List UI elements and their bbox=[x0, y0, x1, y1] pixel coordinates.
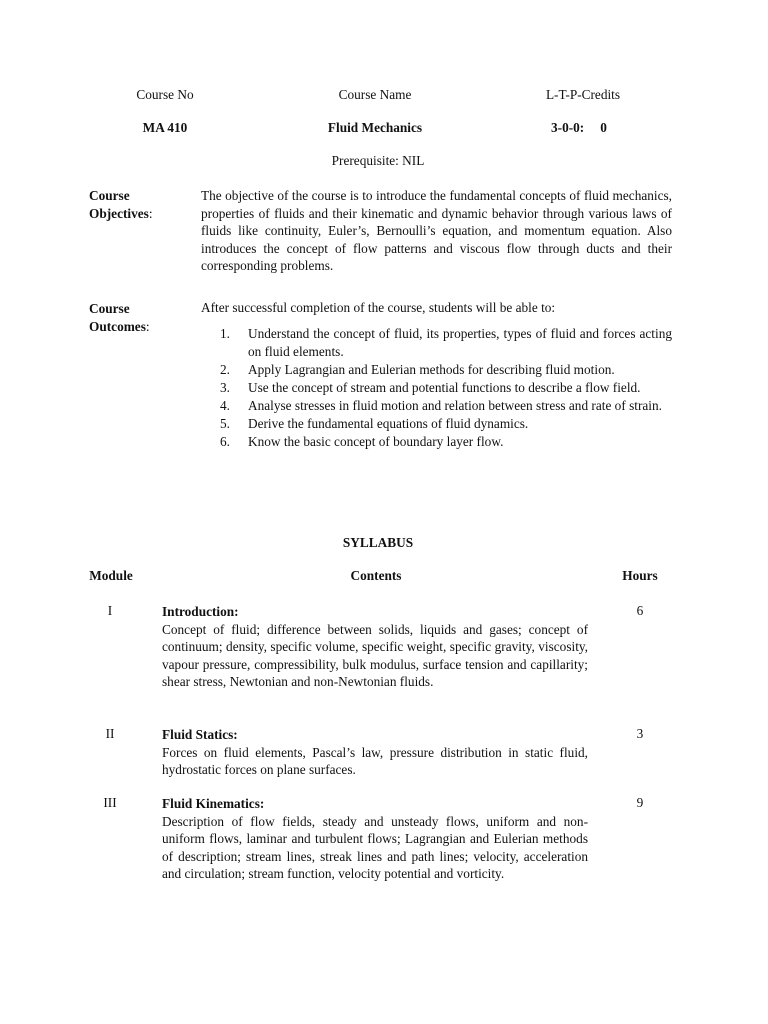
outcome-item bbox=[220, 397, 672, 415]
outcome-item bbox=[220, 379, 672, 397]
course-no-header: Course No bbox=[136, 87, 194, 102]
module-text: Forces on fluid elements, Pascal’s law, pressure distribution in static fluid, hydrostatic forces on plane surfaces. bbox=[162, 744, 588, 777]
module-text: Description of flow fields, steady and unsteady flows, uniform and non-uniform flows, laminar and turbulent flows; Lagrangian and Eulerian methods of description; stream lines, streak lines and path lines; velocity, acceleration and circulation; stream function, velocity potential and vorticity. bbox=[162, 813, 588, 881]
module-title: Fluid Kinematics: bbox=[162, 796, 265, 811]
outcome-item bbox=[220, 415, 672, 433]
ltp-credits-value bbox=[551, 120, 607, 136]
objectives-label-line1: Course bbox=[89, 188, 130, 203]
outcome-number: 4. bbox=[220, 398, 230, 413]
objectives-label-colon: : bbox=[148, 205, 153, 221]
outcome-text: Understand the concept of fluid, its properties, types of fluid and forces acting on fluid elements. bbox=[248, 326, 672, 359]
outcomes-intro: After successful completion of the course, students will be able to: bbox=[201, 300, 556, 315]
objectives-label-line2 bbox=[89, 205, 153, 223]
ltp-credits-header: L-T-P-Credits bbox=[545, 87, 621, 102]
module-text: Concept of fluid; difference between solids, liquids and gases; concept of continuum; density, specific volume, specific weight, specific gravity, viscosity, vapour pressure, compressibility, bulk modulus, surface tension and capillarity; shear stress, Newtonian and non-Newtonian fluids. bbox=[162, 621, 588, 689]
module-title: Fluid Statics: bbox=[162, 727, 238, 742]
syllabus-title: SYLLABUS bbox=[342, 535, 414, 550]
outcome-number: 6. bbox=[220, 434, 230, 449]
module-contents bbox=[162, 795, 588, 883]
credits-value: 0 bbox=[600, 120, 607, 135]
module-contents bbox=[162, 603, 588, 691]
objectives-label bbox=[89, 187, 153, 222]
outcome-item bbox=[220, 361, 672, 379]
outcome-text: Derive the fundamental equations of fluid dynamics. bbox=[248, 416, 529, 431]
outcome-text: Apply Lagrangian and Eulerian methods for describing fluid motion. bbox=[248, 362, 615, 377]
course-no-value: MA 410 bbox=[142, 120, 188, 135]
outcomes-label-word: Outcomes bbox=[89, 318, 146, 334]
objectives-text: The objective of the course is to introduce the fundamental concepts of fluid mechanics, properties of fluids and their kinematic and dynamic behavior through various laws of fluids like continuity, Euler’s, Bernoulli’s equation, and momentum equation. Also introduces the concept of flow patterns and viscous flow through ducts and their corresponding problems. bbox=[201, 188, 672, 273]
prerequisite: Prerequisite: NIL bbox=[331, 153, 425, 168]
hours-column-header: Hours bbox=[622, 568, 658, 583]
course-name-value: Fluid Mechanics bbox=[327, 120, 423, 135]
module-contents bbox=[162, 726, 588, 779]
contents-column-header: Contents bbox=[350, 568, 402, 583]
outcome-text: Know the basic concept of boundary layer flow. bbox=[248, 434, 504, 449]
module-number: II bbox=[105, 726, 115, 741]
module-number: I bbox=[107, 603, 113, 618]
outcome-number: 2. bbox=[220, 362, 230, 377]
outcomes-label bbox=[89, 300, 150, 335]
outcomes-label-colon: : bbox=[145, 318, 150, 334]
outcome-item bbox=[220, 433, 672, 451]
outcome-number: 1. bbox=[220, 326, 230, 341]
module-column-header: Module bbox=[89, 568, 133, 583]
outcome-number: 5. bbox=[220, 416, 230, 431]
outcome-text: Use the concept of stream and potential functions to describe a flow field. bbox=[248, 380, 641, 395]
ltp-value: 3-0-0: bbox=[551, 120, 585, 135]
module-hours: 9 bbox=[636, 795, 644, 810]
module-hours: 6 bbox=[636, 603, 644, 618]
outcomes-label-line1: Course bbox=[89, 301, 130, 316]
module-number: III bbox=[103, 795, 117, 810]
outcome-number: 3. bbox=[220, 380, 230, 395]
course-name-header: Course Name bbox=[338, 87, 412, 102]
module-title: Introduction: bbox=[162, 604, 239, 619]
objectives-label-word: Objectives bbox=[89, 205, 149, 221]
outcome-item bbox=[220, 325, 672, 361]
outcomes-list bbox=[220, 325, 672, 451]
outcomes-label-line2 bbox=[89, 318, 150, 336]
module-hours: 3 bbox=[636, 726, 644, 741]
outcome-text: Analyse stresses in fluid motion and relation between stress and rate of strain. bbox=[248, 398, 662, 413]
